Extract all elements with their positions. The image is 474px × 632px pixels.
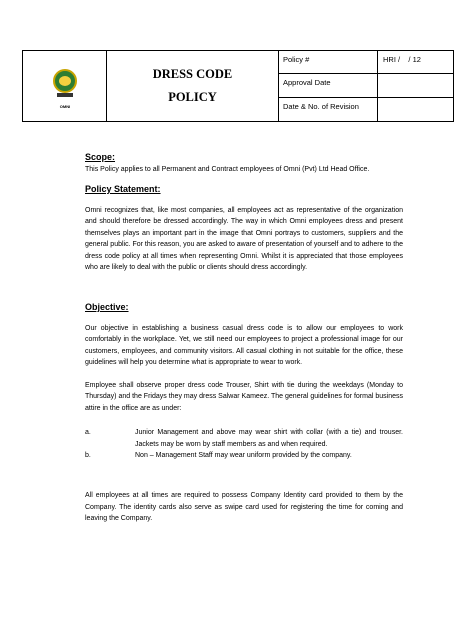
revision-row — [279, 98, 453, 121]
policy-row — [279, 51, 453, 74]
list-item-b: Non – Management Staff may wear uniform provided by the company. — [135, 452, 352, 459]
header-table — [22, 50, 454, 122]
title-line-1: DRESS CODE — [152, 67, 233, 81]
omni-logo — [51, 69, 79, 103]
scope-section — [85, 152, 403, 175]
objective-heading: Objective: — [85, 302, 129, 312]
id-card-section — [85, 490, 403, 525]
approval-row — [279, 74, 453, 98]
approval-label: Approval Date — [283, 78, 331, 87]
objective-paragraph-1: Our objective in establishing a business casual dress code is to allow our employees to work comfortably in the workplace. Yet, we still need our employees to project a professional image for our customers, employees, and community visitors. All casual clothing in not suitable for the office, these guidelines will help you determine what is appropriate to wear to work. — [85, 324, 403, 366]
list-marker-a: a. — [85, 429, 91, 436]
scope-heading: Scope: — [85, 152, 116, 162]
logo-text: OMNI — [59, 104, 71, 109]
logo-cell — [23, 51, 107, 121]
title-line-2: POLICY — [168, 90, 217, 104]
document-title — [107, 51, 279, 121]
policy-label: Policy # — [283, 55, 310, 64]
column-divider — [377, 51, 378, 121]
revision-label: Date & No. of Revision — [283, 102, 359, 111]
list-item-a: Junior Management and above may wear shirt with collar (with a tie) and trouser. Jackets may be worn by staff members as and when required. — [135, 429, 403, 448]
objective-section — [85, 302, 403, 414]
objective-paragraph-2: Employee shall observe proper dress code Trouser, Shirt with tie during the weekdays (Monday to Thursday) and the Fridays they may dress Salwar Kameez. The general guidelines for formal business attire in the office are as under: — [85, 381, 403, 412]
list-marker-b: b. — [85, 452, 91, 459]
scope-text: This Policy applies to all Permanent and Contract employees of Omni (Pvt) Ltd Head Office. — [85, 165, 370, 173]
policy-statement-section — [85, 184, 403, 274]
objective-paragraph-3: All employees at all times are required to possess Company Identity card provided to them by the Company. The identity cards also serve as swipe card used for registering the time for coming and leaving the Company. — [85, 492, 403, 522]
policy-statement-heading: Policy Statement: — [85, 184, 161, 194]
policy-reference: HRI / / 12 — [383, 55, 421, 64]
policy-statement-text: Omni recognizes that, like most companies, all employees act as representative of the organization and should therefore be dressed accordingly. The way in which Omni employees dress and present themselves plays an important part in the image that Omni portrays to customers, suppliers and the general public. For this reason, you are asked to aware of presentation of yourself and to adhere to the dress code policy at all times when representing Omni. Whilst it is appreciated that those employees who are likely to deal with the public or clients should dress accordingly. — [85, 206, 403, 271]
